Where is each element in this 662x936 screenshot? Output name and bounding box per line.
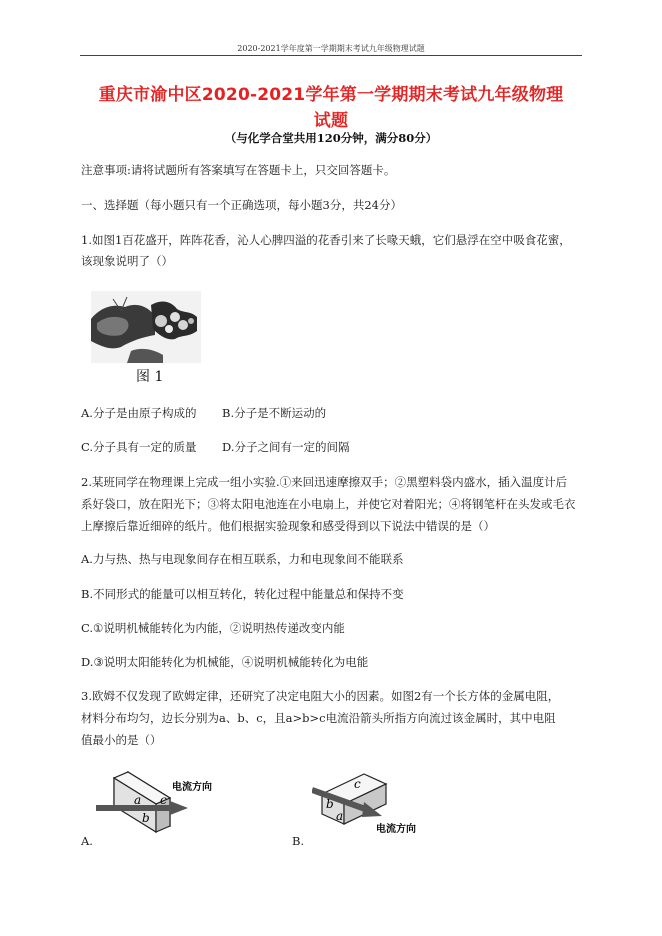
fig-a-label-c: c	[160, 793, 167, 807]
page-title-line2: 试题	[313, 111, 349, 131]
header-rule	[80, 55, 582, 56]
q2-stem-line2: 系好袋口，放在阳光下；③将太阳电池连在小电扇上，并使它对着阳光；④将钢笔杆在头发或毛衣	[81, 497, 576, 511]
q1-option-a: A.分子是由原子构成的	[81, 406, 197, 420]
page-subtitle: （与化学合堂共用120分钟，满分80分）	[224, 131, 438, 145]
resistor-figure-b	[312, 768, 442, 836]
fig-b-label-b: b	[326, 797, 334, 811]
q2-option-d: D.③说明太阳能转化为机械能，④说明机械能转化为电能	[81, 655, 369, 669]
q2-stem-line3: 上摩擦后靠近细碎的纸片。他们根据实验现象和感受得到以下说法中错误的是（）	[81, 519, 495, 533]
q1-stem-line1: 1.如图1百花盛开，阵阵花香，沁人心脾四溢的花香引来了长喙天蛾，它们悬浮在空中吸食花蜜，	[81, 233, 571, 247]
q1-stem-line2: 该现象说明了（）	[81, 254, 173, 268]
q3-stem-line3: 值最小的是（）	[81, 733, 162, 747]
page-title-line1: 重庆市渝中区2020-2021学年第一学期期末考试九年级物理	[98, 85, 564, 105]
q3-option-b-label: B.	[292, 834, 305, 848]
figure-1-caption: 图 1	[136, 369, 164, 385]
fig-a-current-label: 电流方向	[172, 782, 212, 793]
q3-stem-line1: 3.欧姆不仅发现了欧姆定律，还研究了决定电阻大小的因素。如图2有一个长方体的金属电阻，	[81, 689, 560, 703]
q1-option-d: D.分子之间有一定的间隔	[222, 440, 350, 454]
fig-a-label-a: a	[134, 793, 142, 807]
section-heading: 一、选择题（每小题只有一个正确选项，每小题3分，共24分）	[81, 198, 402, 212]
q3-option-a-label: A.	[81, 834, 93, 848]
q3-stem-line2: 材料分布均匀，边长分别为a、b、c，且a>b>c电流沿箭头所指方向流过该金属时，其中电阻	[81, 711, 556, 725]
fig-a-label-b: b	[142, 811, 150, 825]
fig-b-label-a: a	[336, 809, 344, 823]
q1-option-b: B.分子是不断运动的	[222, 406, 327, 420]
q1-option-c: C.分子具有一定的质量	[81, 440, 197, 454]
fig-b-label-c: c	[354, 777, 361, 791]
q2-option-a: A.力与热、热与电现象间存在相互联系，力和电现象间不能联系	[81, 552, 404, 566]
q2-option-c: C.①说明机械能转化为内能，②说明热传递改变内能	[81, 621, 345, 635]
q2-stem-line1: 2.某班同学在物理课上完成一组小实验.①来回迅速摩擦双手；②黑塑料袋内盛水，插入温度计后	[81, 475, 568, 489]
fig-b-current-label: 电流方向	[376, 824, 416, 835]
running-header: 2020-2021学年度第一学期期末考试九年级物理试题	[237, 44, 425, 53]
resistor-figure-a	[92, 768, 252, 836]
flower-moth-photo	[91, 291, 201, 363]
q2-option-b: B.不同形式的能量可以相互转化，转化过程中能量总和保持不变	[81, 587, 404, 601]
notice-text: 注意事项:请将试题所有答案填写在答题卡上，只交回答题卡。	[81, 163, 396, 177]
